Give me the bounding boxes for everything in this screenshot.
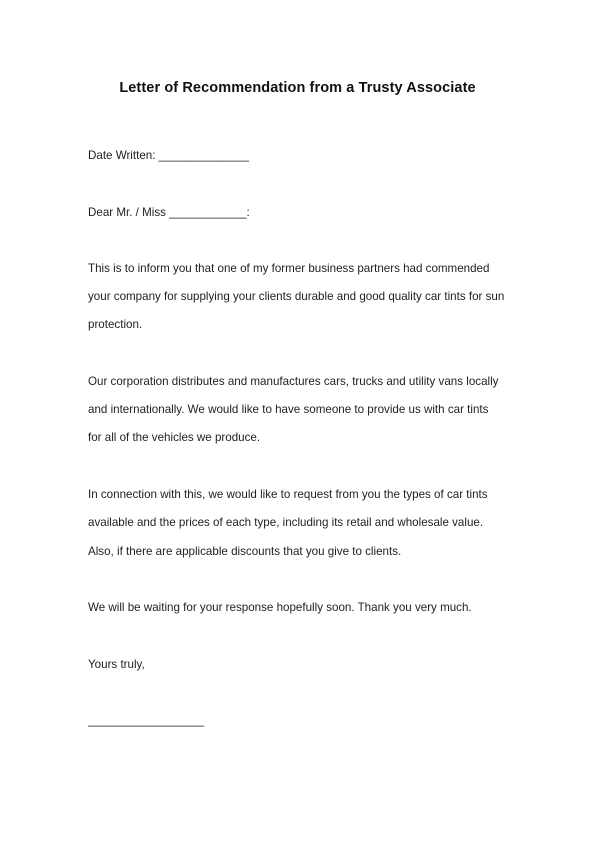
closing-line: Yours truly, — [88, 658, 145, 671]
paragraph-line: This is to inform you that one of my former business partners had commended — [88, 262, 490, 275]
paragraph-line: In connection with this, we would like to request from you the types of car tints — [88, 488, 488, 501]
paragraph-line: available and the prices of each type, including its retail and wholesale value. — [88, 516, 484, 529]
letter-title: Letter of Recommendation from a Trusty Associate — [119, 80, 476, 96]
paragraph-line: and internationally. We would like to have someone to provide us with car tints — [88, 403, 489, 416]
paragraph-line: for all of the vehicles we produce. — [88, 431, 261, 444]
date-written-line: Date Written: ______________ — [88, 149, 249, 162]
signature-line: __________________ — [88, 714, 205, 727]
paragraph-line: protection. — [88, 318, 143, 331]
paragraph-line: Also, if there are applicable discounts that you give to clients. — [88, 545, 402, 558]
paragraph-line: We will be waiting for your response hopefully soon. Thank you very much. — [88, 601, 472, 614]
paragraph-line: Our corporation distributes and manufactures cars, trucks and utility vans locally — [88, 375, 499, 388]
salutation-line: Dear Mr. / Miss ____________: — [88, 206, 250, 219]
paragraph-line: your company for supplying your clients durable and good quality car tints for sun — [88, 290, 505, 303]
